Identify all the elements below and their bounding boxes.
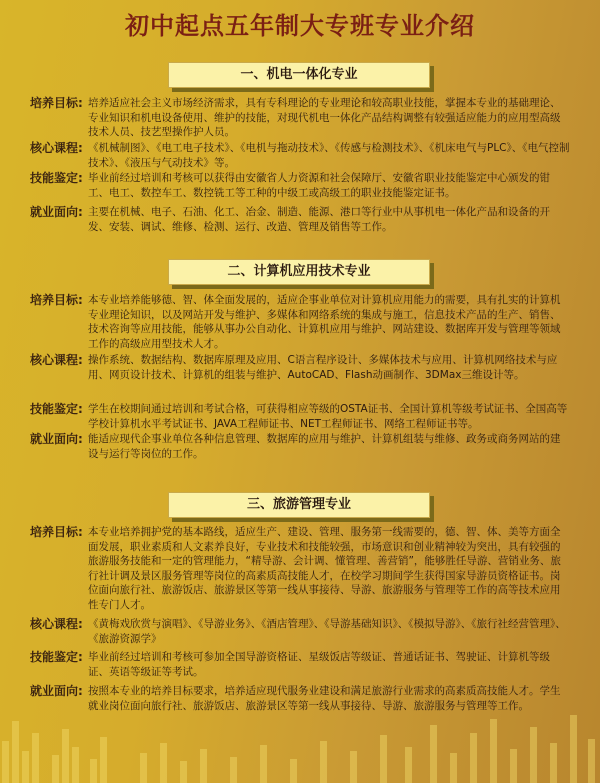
row-label: 培养目标: (30, 293, 83, 307)
row-text: 本专业培养能够德、智、体全面发展的，适应企事业单位对计算机应用能力的需要，具有扎实的计算机专业理论知识，以及网站开发与维护、多媒体和网络系统的集成与施工，信息技术产品的生产、销售、技术咨询等应用技能，能够从事办公自动化、计算机应用与维护、网站建设、数据库开发与管理等领域工作的高级应用型技术人才。 (88, 294, 561, 350)
row-label: 就业面向: (30, 684, 83, 698)
equalizer-decoration (0, 663, 600, 783)
row-label: 核心课程: (30, 617, 83, 631)
row-text: 毕业前经过培训和考核可以获得由安徽省人力资源和社会保障厅、安徽省职业技能鉴定中心颁发的钳工、电工、数控车工、数控铣工等工种的中级工或高级工的职业技能鉴定证书。 (88, 172, 550, 199)
row-text: 本专业培养拥护党的基本路线，适应生产、建设、管理、服务第一线需要的，德、智、体、美等方面全面发展，职业素质和人文素养良好，专业技术和技能较强，市场意识和创业精神较为突出，具有较强的旅游服务技能和一定的管理能力，“精导游、会计调、懂管理、善营销”，能够胜任导游、营销业务、旅行社计调及景区服务管理等岗位的高素质高技能人才，在校学习期间学生获得国家导游员资格证书。岗位面向旅行社、旅游饭店、旅游景区等第一线从事接待、导游、旅游服务与管理等工作的高等技术应用性专门人才。 (88, 526, 561, 611)
row-text: 按照本专业的培养目标要求，培养适应现代服务业建设和满足旅游行业需求的高素质高技能人才。学生就业岗位面向旅行社、旅游饭店、旅游景区等第一线从事接待、导游、旅游服务与管理等工作。 (88, 685, 561, 712)
row-text: 《黄梅戏欣赏与演唱》、《导游业务》、《酒店管理》、《导游基础知识》、《模拟导游》、《旅行社经营管理》、《旅游资源学》 (88, 618, 566, 645)
row-text: 毕业前经过培训和考核可参加全国导游资格证、星级饭店等级证、普通话证书、驾驶证、计算机等级证、英语等级证等考试。 (88, 651, 550, 678)
row-label: 就业面向: (30, 205, 83, 219)
row-label: 技能鉴定: (30, 402, 83, 416)
row-label: 核心课程: (30, 141, 83, 155)
row-text: 《机械制图》、《电工电子技术》、《电机与拖动技术》、《传感与检测技术》、《机床电气与PLC》、《电气控制技术》、《液压与气动技术》等。 (88, 142, 570, 169)
section-heading-computer: 二、计算机应用技术专业 (168, 259, 430, 285)
section-heading-mechatronics: 一、机电一体化专业 (168, 62, 430, 88)
row-label: 技能鉴定: (30, 171, 83, 185)
section-heading-tourism: 三、旅游管理专业 (168, 492, 430, 518)
row-text: 能适应现代企事业单位各种信息管理、数据库的应用与维护、计算机组装与维修、政务或商务网站的建设与运行等岗位的工作。 (88, 433, 561, 460)
page-title: 初中起点五年制大专班专业介绍 (125, 11, 475, 40)
row-label: 技能鉴定: (30, 650, 83, 664)
row-label: 培养目标: (30, 96, 83, 110)
row-label: 核心课程: (30, 353, 83, 367)
row-text: 学生在校期间通过培训和考试合格，可获得相应等级的OSTA证书、全国计算机等级考试证书、全国高等学校计算机水平考试证书、JAVA工程师证书、NET工程师证书、网络工程师证书等。 (88, 403, 568, 430)
row-label: 就业面向: (30, 432, 83, 446)
row-text: 主要在机械、电子、石油、化工、冶金、制造、能源、港口等行业中从事机电一体化产品和设备的开发、安装、调试、维修、检测、运行、改造、管理及销售等工作。 (88, 206, 550, 233)
row-label: 培养目标: (30, 525, 83, 539)
row-text: 培养适应社会主义市场经济需求，具有专科理论的专业理论和较高职业技能，掌握本专业的基础理论、专业知识和机电设备使用、维护的技能，对现代机电一体化产品结构调整有较强适应能力的应用型高级技术人员、技艺型操作护人员。 (88, 97, 561, 138)
row-text: 操作系统、数据结构、数据库原理及应用、C语言程序设计、多媒体技术与应用、计算机网络技术与应用、网页设计技术、计算机的组装与维护、AutoCAD、Flash动画制作、3DMax三维设计等。 (88, 354, 558, 381)
